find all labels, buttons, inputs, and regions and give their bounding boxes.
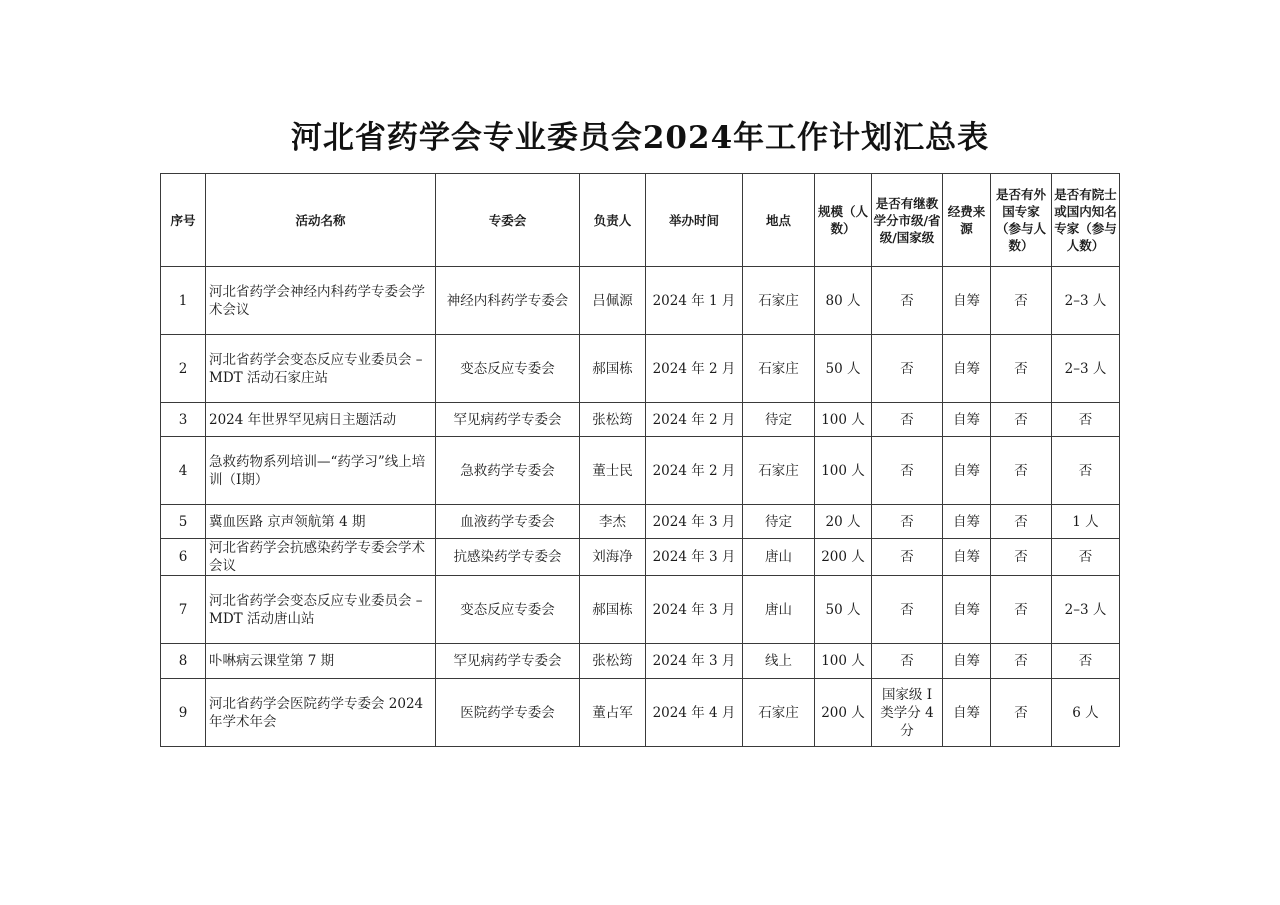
cell-credit: 否	[872, 505, 943, 539]
header-credit: 是否有继教学分市级/省级/国家级	[872, 174, 943, 267]
cell-leader: 张松筠	[580, 644, 646, 679]
cell-time: 2024 年 3 月	[646, 539, 743, 576]
cell-committee: 神经内科药学专委会	[436, 267, 580, 335]
cell-time: 2024 年 3 月	[646, 644, 743, 679]
cell-no: 5	[161, 505, 206, 539]
cell-academician-experts: 2–3 人	[1052, 335, 1120, 403]
table-row	[161, 644, 1120, 679]
cell-place: 石家庄	[743, 267, 815, 335]
cell-activity-name: 冀血医路 京声领航第 4 期	[206, 505, 436, 539]
cell-academician-experts: 否	[1052, 539, 1120, 576]
cell-fund: 自筹	[943, 505, 991, 539]
cell-academician-experts: 1 人	[1052, 505, 1120, 539]
cell-fund: 自筹	[943, 644, 991, 679]
cell-committee: 抗感染药学专委会	[436, 539, 580, 576]
header-academician-experts: 是否有院士或国内知名专家（参与人数）	[1052, 174, 1120, 267]
cell-fund: 自筹	[943, 539, 991, 576]
cell-activity-name: 河北省药学会神经内科药学专委会学术会议	[206, 267, 436, 335]
cell-academician-experts: 否	[1052, 403, 1120, 437]
cell-academician-experts: 2–3 人	[1052, 576, 1120, 644]
header-place: 地点	[743, 174, 815, 267]
cell-time: 2024 年 3 月	[646, 576, 743, 644]
cell-activity-name: 河北省药学会变态反应专业委员会 –MDT 活动石家庄站	[206, 335, 436, 403]
cell-fund: 自筹	[943, 403, 991, 437]
table-row	[161, 576, 1120, 644]
cell-academician-experts: 2–3 人	[1052, 267, 1120, 335]
cell-scale: 200 人	[815, 679, 872, 747]
cell-no: 1	[161, 267, 206, 335]
cell-place: 石家庄	[743, 679, 815, 747]
cell-scale: 80 人	[815, 267, 872, 335]
cell-place: 待定	[743, 505, 815, 539]
cell-credit: 否	[872, 403, 943, 437]
cell-foreign-experts: 否	[991, 267, 1052, 335]
cell-no: 2	[161, 335, 206, 403]
cell-place: 待定	[743, 403, 815, 437]
cell-time: 2024 年 2 月	[646, 403, 743, 437]
cell-academician-experts: 否	[1052, 437, 1120, 505]
cell-time: 2024 年 2 月	[646, 335, 743, 403]
cell-no: 8	[161, 644, 206, 679]
cell-activity-name: 急救药物系列培训—“药学习”线上培训（Ⅰ期）	[206, 437, 436, 505]
cell-foreign-experts: 否	[991, 437, 1052, 505]
header-foreign-experts: 是否有外国专家（参与人数）	[991, 174, 1052, 267]
header-activity-name: 活动名称	[206, 174, 436, 267]
cell-activity-name: 河北省药学会医院药学专委会 2024 年学术年会	[206, 679, 436, 747]
cell-committee: 罕见病药学专委会	[436, 644, 580, 679]
cell-no: 6	[161, 539, 206, 576]
cell-committee: 医院药学专委会	[436, 679, 580, 747]
cell-credit: 否	[872, 644, 943, 679]
document-title: 河北省药学会专业委员会2024年工作计划汇总表	[290, 120, 990, 156]
cell-time: 2024 年 3 月	[646, 505, 743, 539]
header-time: 举办时间	[646, 174, 743, 267]
cell-committee: 变态反应专委会	[436, 576, 580, 644]
cell-credit: 否	[872, 539, 943, 576]
cell-scale: 20 人	[815, 505, 872, 539]
cell-scale: 200 人	[815, 539, 872, 576]
table-row	[161, 539, 1120, 576]
cell-place: 石家庄	[743, 335, 815, 403]
table-row	[161, 403, 1120, 437]
cell-foreign-experts: 否	[991, 403, 1052, 437]
cell-place: 唐山	[743, 539, 815, 576]
cell-place: 线上	[743, 644, 815, 679]
cell-scale: 50 人	[815, 576, 872, 644]
table-header-row	[161, 174, 1120, 267]
cell-scale: 50 人	[815, 335, 872, 403]
header-leader: 负责人	[580, 174, 646, 267]
table-row	[161, 335, 1120, 403]
cell-fund: 自筹	[943, 576, 991, 644]
cell-leader: 刘海净	[580, 539, 646, 576]
cell-leader: 吕佩源	[580, 267, 646, 335]
cell-committee: 变态反应专委会	[436, 335, 580, 403]
cell-activity-name: 河北省药学会抗感染药学专委会学术会议	[206, 539, 436, 576]
cell-credit: 否	[872, 267, 943, 335]
cell-fund: 自筹	[943, 335, 991, 403]
cell-leader: 李杰	[580, 505, 646, 539]
cell-committee: 血液药学专委会	[436, 505, 580, 539]
cell-leader: 董士民	[580, 437, 646, 505]
cell-foreign-experts: 否	[991, 335, 1052, 403]
cell-scale: 100 人	[815, 403, 872, 437]
cell-no: 9	[161, 679, 206, 747]
work-plan-table	[160, 173, 1120, 747]
cell-no: 7	[161, 576, 206, 644]
cell-credit: 国家级 I 类学分 4 分	[872, 679, 943, 747]
cell-credit: 否	[872, 437, 943, 505]
cell-leader: 董占军	[580, 679, 646, 747]
cell-leader: 张松筠	[580, 403, 646, 437]
header-no: 序号	[161, 174, 206, 267]
header-scale: 规模（人数）	[815, 174, 872, 267]
cell-time: 2024 年 4 月	[646, 679, 743, 747]
cell-foreign-experts: 否	[991, 505, 1052, 539]
table-row	[161, 267, 1120, 335]
cell-leader: 郝国栋	[580, 335, 646, 403]
cell-no: 3	[161, 403, 206, 437]
cell-credit: 否	[872, 576, 943, 644]
table-row	[161, 437, 1120, 505]
cell-foreign-experts: 否	[991, 644, 1052, 679]
header-fund: 经费来源	[943, 174, 991, 267]
cell-activity-name: 卟啉病云课堂第 7 期	[206, 644, 436, 679]
cell-no: 4	[161, 437, 206, 505]
cell-fund: 自筹	[943, 679, 991, 747]
cell-activity-name: 2024 年世界罕见病日主题活动	[206, 403, 436, 437]
cell-academician-experts: 6 人	[1052, 679, 1120, 747]
cell-place: 唐山	[743, 576, 815, 644]
cell-time: 2024 年 2 月	[646, 437, 743, 505]
cell-foreign-experts: 否	[991, 679, 1052, 747]
cell-credit: 否	[872, 335, 943, 403]
table-row	[161, 505, 1120, 539]
cell-committee: 急救药学专委会	[436, 437, 580, 505]
cell-time: 2024 年 1 月	[646, 267, 743, 335]
cell-activity-name: 河北省药学会变态反应专业委员会 –MDT 活动唐山站	[206, 576, 436, 644]
cell-academician-experts: 否	[1052, 644, 1120, 679]
cell-fund: 自筹	[943, 437, 991, 505]
cell-committee: 罕见病药学专委会	[436, 403, 580, 437]
cell-foreign-experts: 否	[991, 539, 1052, 576]
cell-foreign-experts: 否	[991, 576, 1052, 644]
cell-scale: 100 人	[815, 437, 872, 505]
cell-scale: 100 人	[815, 644, 872, 679]
header-committee: 专委会	[436, 174, 580, 267]
table-row	[161, 679, 1120, 747]
cell-fund: 自筹	[943, 267, 991, 335]
cell-leader: 郝国栋	[580, 576, 646, 644]
cell-place: 石家庄	[743, 437, 815, 505]
